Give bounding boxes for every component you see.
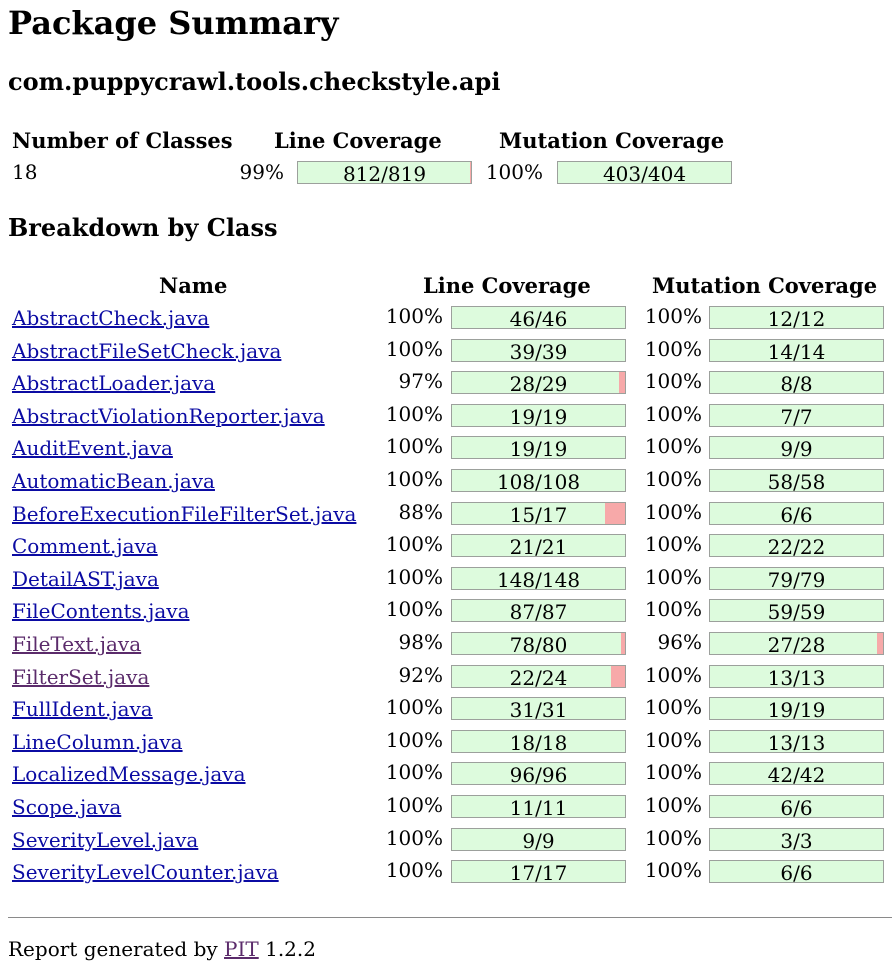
line-coverage-label: 108/108 — [496, 470, 581, 492]
mutation-coverage-bar — [709, 860, 884, 883]
summary-line-percent: 99% — [239, 160, 284, 184]
line-percent: 100% — [385, 337, 443, 361]
mutation-percent: 100% — [644, 663, 702, 687]
line-percent: 100% — [385, 402, 443, 426]
class-link[interactable]: SeverityLevel.java — [12, 828, 199, 852]
mutation-coverage-bar — [709, 502, 884, 525]
summary-mutation-percent: 100% — [485, 160, 543, 184]
mutation-percent: 100% — [644, 467, 702, 491]
class-link[interactable]: LocalizedMessage.java — [12, 762, 246, 786]
mutation-coverage-label: 13/13 — [767, 731, 826, 753]
class-link[interactable]: AbstractViolationReporter.java — [12, 404, 325, 428]
class-link[interactable]: AutomaticBean.java — [12, 469, 215, 493]
footer-version: 1.2.2 — [265, 937, 316, 961]
class-link[interactable]: DetailAST.java — [12, 567, 159, 591]
mutation-coverage-bar — [709, 534, 884, 557]
line-percent: 98% — [398, 630, 443, 654]
class-link[interactable]: AbstractLoader.java — [12, 371, 216, 395]
mutation-percent: 100% — [644, 337, 702, 361]
mutation-percent: 100% — [644, 532, 702, 556]
line-percent: 97% — [398, 369, 443, 393]
mutation-coverage-bar — [709, 697, 884, 720]
mutation-percent: 100% — [644, 858, 702, 882]
line-coverage-bar — [451, 567, 626, 590]
mutation-coverage-label: 58/58 — [767, 470, 826, 492]
line-coverage-bar — [451, 828, 626, 851]
line-coverage-label: 148/148 — [496, 568, 581, 590]
mutation-coverage-bar — [709, 828, 884, 851]
package-name: com.puppycrawl.tools.checkstyle.api — [8, 67, 501, 96]
page-title: Package Summary — [8, 4, 339, 42]
mutation-coverage-bar — [709, 567, 884, 590]
line-percent: 100% — [385, 728, 443, 752]
footer-divider — [8, 917, 892, 918]
breakdown-header-line: Line Coverage — [423, 273, 591, 298]
mutation-coverage-label: 22/22 — [767, 535, 826, 557]
line-percent: 100% — [385, 793, 443, 817]
line-percent: 100% — [385, 434, 443, 458]
line-coverage-label: 19/19 — [509, 437, 568, 459]
line-coverage-label: 39/39 — [509, 340, 568, 362]
line-coverage-bar — [451, 632, 626, 655]
class-link[interactable]: FileText.java — [12, 632, 142, 656]
summary-line-label: 812/819 — [342, 162, 427, 184]
line-coverage-label: 22/24 — [509, 666, 568, 688]
summary-header-mutation: Mutation Coverage — [499, 128, 725, 153]
mutation-percent: 100% — [644, 597, 702, 621]
class-link[interactable]: FilterSet.java — [12, 665, 150, 689]
mutation-coverage-bar — [709, 632, 884, 655]
pit-link[interactable]: PIT — [224, 937, 259, 961]
mutation-coverage-label: 12/12 — [767, 307, 826, 329]
mutation-coverage-bar — [709, 339, 884, 362]
line-coverage-label: 21/21 — [509, 535, 568, 557]
class-link[interactable]: SeverityLevelCounter.java — [12, 860, 279, 884]
line-coverage-bar — [451, 730, 626, 753]
line-percent: 100% — [385, 532, 443, 556]
mutation-coverage-bar — [709, 469, 884, 492]
line-coverage-label: 46/46 — [509, 307, 568, 329]
line-coverage-bar — [451, 404, 626, 427]
mutation-percent: 100% — [644, 695, 702, 719]
mutation-coverage-bar — [709, 795, 884, 818]
mutation-coverage-bar — [709, 371, 884, 394]
mutation-coverage-bar — [709, 436, 884, 459]
mutation-coverage-label: 27/28 — [767, 633, 826, 655]
footer — [8, 937, 316, 961]
mutation-coverage-label: 59/59 — [767, 600, 826, 622]
line-coverage-label: 9/9 — [522, 829, 555, 851]
line-coverage-bar — [451, 502, 626, 525]
summary-line-bar — [297, 161, 472, 184]
mutation-percent: 100% — [644, 793, 702, 817]
mutation-percent: 100% — [644, 565, 702, 589]
line-coverage-label: 11/11 — [509, 796, 568, 818]
line-percent: 100% — [385, 304, 443, 328]
line-percent: 100% — [385, 760, 443, 784]
class-link[interactable]: FullIdent.java — [12, 697, 153, 721]
line-coverage-bar — [451, 306, 626, 329]
footer-prefix: Report generated by — [8, 937, 218, 961]
line-coverage-bar — [451, 860, 626, 883]
mutation-coverage-bar — [709, 599, 884, 622]
mutation-coverage-bar — [709, 762, 884, 785]
mutation-coverage-label: 79/79 — [767, 568, 826, 590]
mutation-percent: 96% — [657, 630, 702, 654]
line-coverage-bar — [451, 469, 626, 492]
class-link[interactable]: Comment.java — [12, 534, 158, 558]
mutation-coverage-label: 13/13 — [767, 666, 826, 688]
mutation-percent: 100% — [644, 826, 702, 850]
line-percent: 100% — [385, 695, 443, 719]
summary-header-line: Line Coverage — [274, 128, 442, 153]
mutation-percent: 100% — [644, 760, 702, 784]
breakdown-header-mutation: Mutation Coverage — [652, 273, 878, 298]
line-percent: 100% — [385, 597, 443, 621]
summary-mutation-label: 403/404 — [602, 162, 687, 184]
line-coverage-label: 31/31 — [509, 698, 568, 720]
class-link[interactable]: Scope.java — [12, 795, 122, 819]
line-coverage-label: 28/29 — [509, 372, 568, 394]
class-link[interactable]: LineColumn.java — [12, 730, 183, 754]
class-link[interactable]: AbstractCheck.java — [12, 306, 210, 330]
class-link[interactable]: BeforeExecutionFileFilterSet.java — [12, 502, 357, 526]
mutation-coverage-bar — [709, 730, 884, 753]
line-percent: 92% — [398, 663, 443, 687]
class-link[interactable]: AuditEvent.java — [12, 436, 173, 460]
breakdown-header-name: Name — [159, 273, 228, 298]
mutation-coverage-label: 9/9 — [780, 437, 813, 459]
mutation-coverage-label: 6/6 — [780, 861, 813, 883]
summary-mutation-bar — [557, 161, 732, 184]
line-coverage-label: 78/80 — [509, 633, 568, 655]
mutation-percent: 100% — [644, 434, 702, 458]
line-percent: 100% — [385, 467, 443, 491]
mutation-percent: 100% — [644, 304, 702, 328]
mutation-percent: 100% — [644, 500, 702, 524]
mutation-percent: 100% — [644, 402, 702, 426]
line-percent: 100% — [385, 565, 443, 589]
mutation-coverage-label: 8/8 — [780, 372, 813, 394]
line-coverage-label: 96/96 — [509, 763, 568, 785]
line-coverage-bar — [451, 599, 626, 622]
line-coverage-label: 18/18 — [509, 731, 568, 753]
line-coverage-label: 17/17 — [509, 861, 568, 883]
mutation-coverage-label: 6/6 — [780, 503, 813, 525]
mutation-percent: 100% — [644, 369, 702, 393]
line-coverage-label: 19/19 — [509, 405, 568, 427]
line-coverage-bar — [451, 665, 626, 688]
line-percent: 100% — [385, 858, 443, 882]
line-coverage-label: 15/17 — [509, 503, 568, 525]
line-coverage-bar — [451, 795, 626, 818]
line-coverage-bar — [451, 339, 626, 362]
mutation-coverage-label: 3/3 — [780, 829, 813, 851]
line-coverage-bar — [451, 697, 626, 720]
mutation-coverage-label: 14/14 — [767, 340, 826, 362]
summary-classes-count: 18 — [12, 160, 38, 184]
class-link[interactable]: AbstractFileSetCheck.java — [12, 339, 282, 363]
mutation-coverage-label: 6/6 — [780, 796, 813, 818]
line-coverage-label: 87/87 — [509, 600, 568, 622]
line-coverage-bar — [451, 436, 626, 459]
mutation-coverage-label: 7/7 — [780, 405, 813, 427]
mutation-coverage-label: 19/19 — [767, 698, 826, 720]
line-coverage-bar — [451, 371, 626, 394]
line-percent: 88% — [398, 500, 443, 524]
mutation-coverage-bar — [709, 665, 884, 688]
summary-header-classes: Number of Classes — [12, 128, 233, 153]
line-coverage-bar — [451, 534, 626, 557]
breakdown-title: Breakdown by Class — [8, 213, 278, 242]
line-coverage-bar — [451, 762, 626, 785]
line-percent: 100% — [385, 826, 443, 850]
mutation-coverage-bar — [709, 404, 884, 427]
mutation-coverage-label: 42/42 — [767, 763, 826, 785]
mutation-coverage-bar — [709, 306, 884, 329]
class-link[interactable]: FileContents.java — [12, 599, 190, 623]
mutation-percent: 100% — [644, 728, 702, 752]
